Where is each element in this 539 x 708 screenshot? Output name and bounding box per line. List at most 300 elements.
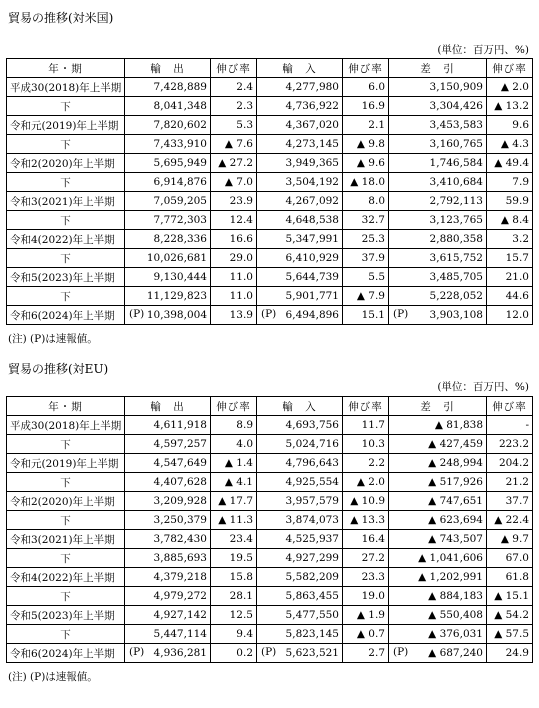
export-rate-cell	[211, 249, 257, 268]
import-rate-cell	[343, 606, 389, 625]
balance-rate-cell	[487, 135, 533, 154]
import-cell	[257, 606, 343, 625]
cell-value: 令和5(2023)年上半期	[10, 609, 115, 622]
period-cell	[7, 530, 125, 549]
cell-value: ▲ 884,183	[428, 590, 483, 602]
cell-value: 7.9	[512, 176, 529, 188]
cell-value: 23.3	[361, 571, 385, 583]
cell-value: ▲ 13.3	[350, 514, 385, 526]
cell-value: 4,927,299	[285, 552, 339, 564]
cell-value: 4,979,272	[153, 590, 207, 602]
preliminary-marker: (P)	[261, 308, 277, 320]
import-rate-cell	[343, 116, 389, 135]
cell-value: 3,903,108	[429, 309, 483, 321]
balance-rate-cell	[487, 211, 533, 230]
balance-cell	[389, 606, 487, 625]
cell-value: ▲ 18.0	[350, 176, 385, 188]
balance-cell	[389, 530, 487, 549]
import-cell	[257, 511, 343, 530]
cell-value: ▲ 10.9	[350, 495, 385, 507]
import-rate-cell	[343, 211, 389, 230]
cell-value: 11.0	[229, 290, 253, 302]
column-header: 年・期	[7, 397, 125, 416]
balance-rate-cell	[487, 530, 533, 549]
table-row	[7, 454, 533, 473]
cell-value: 5,863,455	[285, 590, 339, 602]
period-cell	[7, 135, 125, 154]
cell-value: 下	[60, 176, 71, 189]
cell-value: 67.0	[505, 552, 529, 564]
cell-value: ▲ 4.3	[500, 138, 529, 150]
balance-rate-cell	[487, 549, 533, 568]
cell-value: 3,957,579	[285, 495, 339, 507]
cell-value: 7,059,205	[153, 195, 207, 207]
eu-unit-label: (単位：百万円、%)	[437, 381, 529, 393]
cell-value: 9.4	[236, 628, 253, 640]
import-rate-cell	[343, 154, 389, 173]
cell-value: 下	[60, 476, 71, 489]
cell-value: 11.7	[361, 419, 385, 431]
cell-value: 16.4	[361, 533, 385, 545]
column-header: 伸び率	[211, 397, 257, 416]
import-rate-cell	[343, 230, 389, 249]
table-row	[7, 587, 533, 606]
cell-value: 59.9	[505, 195, 529, 207]
import-cell	[257, 287, 343, 306]
cell-value: 16.9	[361, 100, 385, 112]
cell-value: ▲ 2.0	[500, 81, 529, 93]
balance-rate-cell	[487, 306, 533, 325]
table-row	[7, 268, 533, 287]
cell-value: 4,736,922	[285, 100, 339, 112]
balance-cell	[389, 473, 487, 492]
cell-value: 令和3(2021)年上半期	[10, 533, 115, 546]
period-cell	[7, 587, 125, 606]
cell-value: 令和4(2022)年上半期	[10, 233, 115, 246]
export-cell	[125, 587, 211, 606]
cell-value: ▲ 687,240	[428, 647, 483, 659]
balance-cell	[389, 78, 487, 97]
cell-value: 4,927,142	[153, 609, 207, 621]
import-cell	[257, 192, 343, 211]
balance-cell	[389, 268, 487, 287]
preliminary-marker: (P)	[129, 646, 145, 658]
import-rate-cell	[343, 454, 389, 473]
cell-value: 9,130,444	[153, 271, 207, 283]
cell-value: 4,936,281	[153, 647, 207, 659]
cell-value: ▲ 8.4	[500, 214, 529, 226]
balance-rate-cell	[487, 644, 533, 663]
cell-value: 8,041,348	[153, 100, 207, 112]
cell-value: 2,792,113	[429, 195, 483, 207]
cell-value: 3,304,426	[429, 100, 483, 112]
import-rate-cell	[343, 306, 389, 325]
cell-value: 令和6(2024)年上半期	[10, 647, 115, 660]
cell-value: ▲ 49.4	[494, 157, 529, 169]
export-cell	[125, 530, 211, 549]
cell-value: 8.0	[368, 195, 385, 207]
cell-value: 3,485,705	[429, 271, 483, 283]
import-cell	[257, 154, 343, 173]
export-rate-cell	[211, 268, 257, 287]
cell-value: 11,129,823	[146, 290, 207, 302]
cell-value: 24.9	[505, 647, 529, 659]
export-rate-cell	[211, 625, 257, 644]
cell-value: 7,428,889	[153, 81, 207, 93]
cell-value: 3,782,430	[153, 533, 207, 545]
balance-cell	[389, 173, 487, 192]
cell-value: 6,914,876	[153, 176, 207, 188]
cell-value: ▲ 7.9	[356, 290, 385, 302]
cell-value: 5,695,949	[153, 157, 207, 169]
export-rate-cell	[211, 173, 257, 192]
cell-value: 7,820,602	[153, 119, 207, 131]
cell-value: 令和3(2021)年上半期	[10, 195, 115, 208]
cell-value: 4,796,643	[285, 457, 339, 469]
period-cell	[7, 211, 125, 230]
table-row	[7, 549, 533, 568]
column-header: 伸び率	[343, 397, 389, 416]
us-trade-table	[6, 58, 533, 325]
period-cell	[7, 192, 125, 211]
table-row	[7, 644, 533, 663]
export-rate-cell	[211, 492, 257, 511]
cell-value: 令和6(2024)年上半期	[10, 309, 115, 322]
cell-value: 下	[60, 252, 71, 265]
cell-value: 3,250,379	[153, 514, 207, 526]
cell-value: 令和2(2020)年上半期	[10, 157, 115, 170]
cell-value: 下	[60, 438, 71, 451]
cell-value: 4,379,218	[153, 571, 207, 583]
cell-value: 5,823,145	[285, 628, 339, 640]
cell-value: 平成30(2018)年上半期	[10, 81, 122, 94]
export-rate-cell	[211, 568, 257, 587]
table-row	[7, 606, 533, 625]
period-cell	[7, 606, 125, 625]
preliminary-marker: (P)	[129, 308, 145, 320]
balance-rate-cell	[487, 173, 533, 192]
cell-value: 5.5	[368, 271, 385, 283]
cell-value: 下	[60, 100, 71, 113]
cell-value: 4,648,538	[285, 214, 339, 226]
export-cell	[125, 473, 211, 492]
balance-rate-cell	[487, 454, 533, 473]
eu-note: (注) (P)は速報値。	[8, 671, 98, 683]
cell-value: 11.0	[229, 271, 253, 283]
cell-value: 3,410,684	[429, 176, 483, 188]
export-rate-cell	[211, 154, 257, 173]
export-cell	[125, 435, 211, 454]
cell-value: 29.0	[229, 252, 253, 264]
export-cell	[125, 154, 211, 173]
cell-value: 19.5	[229, 552, 253, 564]
cell-value: 4,597,257	[153, 438, 207, 450]
cell-value: 3,209,928	[153, 495, 207, 507]
cell-value: 15.7	[505, 252, 529, 264]
balance-cell	[389, 135, 487, 154]
cell-value: 令和4(2022)年上半期	[10, 571, 115, 584]
cell-value: 3,504,192	[285, 176, 339, 188]
cell-value: 37.9	[361, 252, 385, 264]
export-cell	[125, 416, 211, 435]
period-cell	[7, 435, 125, 454]
balance-rate-cell	[487, 606, 533, 625]
export-rate-cell	[211, 435, 257, 454]
cell-value: 6,494,896	[285, 309, 339, 321]
cell-value: ▲ 743,507	[428, 533, 483, 545]
cell-value: 平成30(2018)年上半期	[10, 419, 122, 432]
column-header: 伸び率	[487, 397, 533, 416]
cell-value: ▲ 7.0	[224, 176, 253, 188]
balance-cell	[389, 192, 487, 211]
cell-value: ▲ 9.8	[356, 138, 385, 150]
cell-value: 5,582,209	[285, 571, 339, 583]
import-rate-cell	[343, 135, 389, 154]
cell-value: 3,160,765	[429, 138, 483, 150]
export-cell	[125, 568, 211, 587]
period-cell	[7, 416, 125, 435]
table-row	[7, 568, 533, 587]
balance-rate-cell	[487, 268, 533, 287]
balance-rate-cell	[487, 230, 533, 249]
import-cell	[257, 454, 343, 473]
column-header: 輸 出	[125, 397, 211, 416]
table-row	[7, 78, 533, 97]
period-cell	[7, 78, 125, 97]
import-rate-cell	[343, 416, 389, 435]
cell-value: ▲ 9.6	[356, 157, 385, 169]
cell-value: 8,228,336	[153, 233, 207, 245]
cell-value: ▲ 376,031	[428, 628, 483, 640]
period-cell	[7, 549, 125, 568]
import-rate-cell	[343, 192, 389, 211]
cell-value: 3,150,909	[429, 81, 483, 93]
period-cell	[7, 97, 125, 116]
cell-value: ▲ 7.6	[224, 138, 253, 150]
table-row	[7, 116, 533, 135]
cell-value: 12.4	[229, 214, 253, 226]
import-rate-cell	[343, 587, 389, 606]
import-rate-cell	[343, 492, 389, 511]
import-cell	[257, 173, 343, 192]
cell-value: 5,623,521	[285, 647, 339, 659]
period-cell	[7, 173, 125, 192]
table-row	[7, 230, 533, 249]
cell-value: 25.3	[361, 233, 385, 245]
export-cell	[125, 268, 211, 287]
cell-value: 3,874,073	[285, 514, 339, 526]
cell-value: 2,880,358	[429, 233, 483, 245]
table-row	[7, 249, 533, 268]
header-row	[7, 397, 533, 416]
preliminary-marker: (P)	[393, 308, 409, 320]
export-cell	[125, 116, 211, 135]
eu-section-title: 貿易の推移(対EU)	[8, 362, 109, 376]
period-cell	[7, 454, 125, 473]
period-cell	[7, 625, 125, 644]
import-cell	[257, 644, 343, 663]
balance-cell	[389, 154, 487, 173]
export-rate-cell	[211, 606, 257, 625]
cell-value: ▲ 17.7	[218, 495, 253, 507]
cell-value: ▲ 9.7	[500, 533, 529, 545]
column-header: 伸び率	[343, 59, 389, 78]
period-cell	[7, 154, 125, 173]
cell-value: 3,453,583	[429, 119, 483, 131]
import-rate-cell	[343, 97, 389, 116]
import-cell	[257, 268, 343, 287]
balance-rate-cell	[487, 78, 533, 97]
export-rate-cell	[211, 416, 257, 435]
balance-cell	[389, 97, 487, 116]
balance-cell	[389, 116, 487, 135]
balance-cell	[389, 492, 487, 511]
cell-value: 6,410,929	[285, 252, 339, 264]
cell-value: 16.6	[229, 233, 253, 245]
balance-cell	[389, 230, 487, 249]
cell-value: 19.0	[361, 590, 385, 602]
cell-value: 4,925,554	[285, 476, 339, 488]
cell-value: 7,772,303	[153, 214, 207, 226]
export-rate-cell	[211, 192, 257, 211]
cell-value: 令和2(2020)年上半期	[10, 495, 115, 508]
cell-value: 15.1	[361, 309, 385, 321]
cell-value: ▲ 517,926	[428, 476, 483, 488]
cell-value: 21.2	[505, 476, 529, 488]
export-cell	[125, 211, 211, 230]
column-header: 輸 出	[125, 59, 211, 78]
export-rate-cell	[211, 211, 257, 230]
cell-value: ▲ 11.3	[218, 514, 253, 526]
table-row	[7, 416, 533, 435]
cell-value: ▲ 4.1	[224, 476, 253, 488]
export-rate-cell	[211, 306, 257, 325]
import-cell	[257, 473, 343, 492]
cell-value: ▲ 27.2	[218, 157, 253, 169]
cell-value: 5.3	[236, 119, 253, 131]
import-cell	[257, 249, 343, 268]
cell-value: ▲ 22.4	[494, 514, 529, 526]
period-cell	[7, 230, 125, 249]
export-cell	[125, 287, 211, 306]
cell-value: 下	[60, 552, 71, 565]
import-cell	[257, 549, 343, 568]
balance-cell	[389, 454, 487, 473]
balance-rate-cell	[487, 287, 533, 306]
cell-value: ▲ 57.5	[494, 628, 529, 640]
import-rate-cell	[343, 173, 389, 192]
balance-cell	[389, 287, 487, 306]
cell-value: 10,398,004	[146, 309, 207, 321]
import-cell	[257, 230, 343, 249]
cell-value: 28.1	[229, 590, 253, 602]
cell-value: 令和5(2023)年上半期	[10, 271, 115, 284]
export-cell	[125, 97, 211, 116]
cell-value: 3.2	[512, 233, 529, 245]
column-header: 年・期	[7, 59, 125, 78]
balance-cell	[389, 211, 487, 230]
import-cell	[257, 625, 343, 644]
period-cell	[7, 287, 125, 306]
column-header: 伸び率	[211, 59, 257, 78]
period-cell	[7, 306, 125, 325]
cell-value: 2.2	[368, 457, 385, 469]
balance-rate-cell	[487, 625, 533, 644]
cell-value: ▲ 747,651	[428, 495, 483, 507]
cell-value: ▲ 1.9	[356, 609, 385, 621]
cell-value: ▲ 1,202,991	[418, 571, 483, 583]
balance-cell	[389, 306, 487, 325]
balance-cell	[389, 435, 487, 454]
import-cell	[257, 78, 343, 97]
cell-value: 7,433,910	[153, 138, 207, 150]
cell-value: 10,026,681	[146, 252, 207, 264]
preliminary-marker: (P)	[261, 646, 277, 658]
cell-value: 2.3	[236, 100, 253, 112]
export-rate-cell	[211, 78, 257, 97]
export-cell	[125, 249, 211, 268]
cell-value: 6.0	[368, 81, 385, 93]
export-cell	[125, 606, 211, 625]
balance-rate-cell	[487, 568, 533, 587]
cell-value: 1,746,584	[429, 157, 483, 169]
cell-value: ▲ 1.4	[224, 457, 253, 469]
balance-cell	[389, 587, 487, 606]
cell-value: 下	[60, 138, 71, 151]
cell-value: 4,273,145	[285, 138, 339, 150]
cell-value: 4,547,649	[153, 457, 207, 469]
cell-value: ▲ 81,838	[434, 419, 483, 431]
table-row	[7, 192, 533, 211]
cell-value: 5,447,114	[153, 628, 207, 640]
balance-rate-cell	[487, 116, 533, 135]
cell-value: 223.2	[498, 438, 529, 450]
export-cell	[125, 173, 211, 192]
us-note: (注) (P)は速報値。	[8, 333, 98, 345]
table-row	[7, 492, 533, 511]
cell-value: 令和元(2019)年上半期	[10, 457, 119, 470]
cell-value: ▲ 550,408	[428, 609, 483, 621]
cell-value: 61.8	[505, 571, 529, 583]
import-cell	[257, 587, 343, 606]
cell-value: 10.3	[361, 438, 385, 450]
cell-value: 23.4	[229, 533, 253, 545]
import-cell	[257, 97, 343, 116]
export-rate-cell	[211, 135, 257, 154]
import-rate-cell	[343, 287, 389, 306]
cell-value: 3,123,765	[429, 214, 483, 226]
export-cell	[125, 454, 211, 473]
cell-value: 37.7	[505, 495, 529, 507]
export-cell	[125, 492, 211, 511]
cell-value: 4,267,092	[285, 195, 339, 207]
export-rate-cell	[211, 230, 257, 249]
import-rate-cell	[343, 268, 389, 287]
table-row	[7, 211, 533, 230]
cell-value: 4,525,937	[285, 533, 339, 545]
export-cell	[125, 230, 211, 249]
import-rate-cell	[343, 530, 389, 549]
export-rate-cell	[211, 97, 257, 116]
cell-value: 0.2	[236, 647, 253, 659]
export-rate-cell	[211, 587, 257, 606]
cell-value: 13.9	[229, 309, 253, 321]
cell-value: 23.9	[229, 195, 253, 207]
export-cell	[125, 78, 211, 97]
import-rate-cell	[343, 625, 389, 644]
cell-value: 5,901,771	[285, 290, 339, 302]
cell-value: 3,949,365	[285, 157, 339, 169]
